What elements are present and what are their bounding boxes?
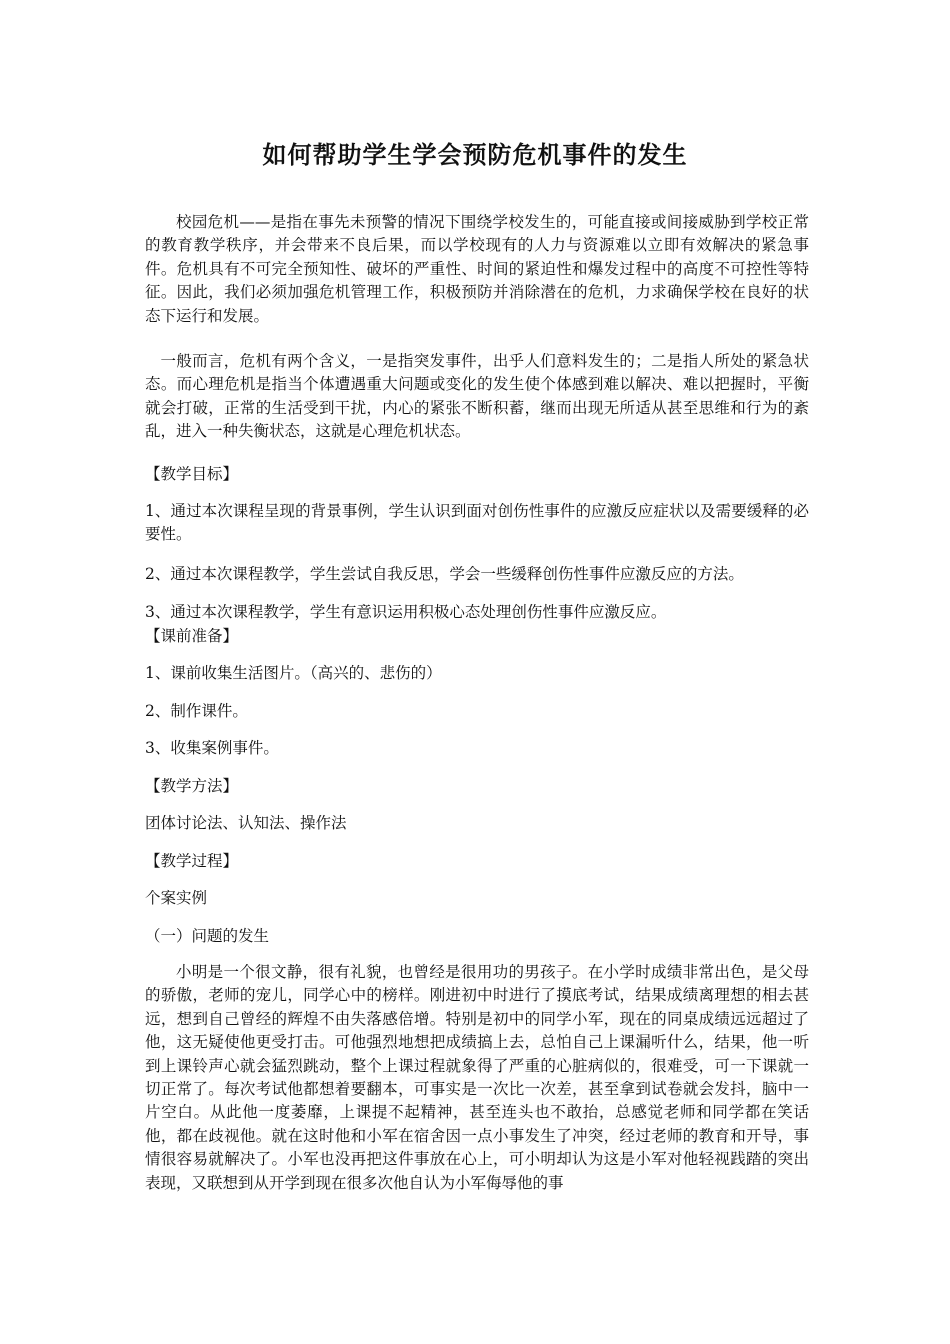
goals-heading: 【教学目标】 [145, 465, 239, 483]
goal-item-2: 2、通过本次课程教学，学生尝试自我反思，学会一些缓释创伤性事件应激反应的方法。 [145, 565, 744, 583]
methods-text: 团体讨论法、认知法、操作法 [145, 814, 347, 832]
preparation-heading: 【课前准备】 [145, 627, 239, 645]
preparation-item-2: 2、制作课件。 [145, 702, 248, 720]
definition-paragraph: 一般而言，危机有两个含义，一是指突发事件，出乎人们意料发生的；二是指人所处的紧急状态。而心理危机是指当个体遭遇重大问题或变化的发生使个体感到难以解决、难以把握时，平衡就会打破，正常的生活受到干扰，内心的紧张不断积蓄，继而出现无所适从甚至思维和行为的紊乱，进入一种失衡状态，这就是心理危机状态。 [145, 352, 809, 441]
process-heading: 【教学过程】 [145, 852, 239, 870]
document-title: 如何帮助学生学会预防危机事件的发生 [262, 140, 688, 169]
problem-subheading: （一）问题的发生 [145, 927, 270, 945]
preparation-item-1: 1、课前收集生活图片。（高兴的、悲伤的） [145, 664, 442, 682]
methods-heading: 【教学方法】 [145, 777, 239, 795]
goal-item-3: 3、通过本次课程教学，学生有意识运用积极心态处理创伤性事件应激反应。 [145, 603, 667, 621]
intro-paragraph: 校园危机——是指在事先未预警的情况下围绕学校发生的，可能直接或间接威胁到学校正常的教育教学秩序，并会带来不良后果，而以学校现有的人力与资源难以立即有效解决的紧急事件。危机具有不可完全预知性、破坏的严重性、时间的紧迫性和爆发过程中的高度不可控性等特征。因此，我们必须加强危机管理工作，积极预防并消除潜在的危机，力求确保学校在良好的状态下运行和发展。 [145, 213, 809, 325]
case-label: 个案实例 [145, 889, 208, 907]
goal-item-1: 1、通过本次课程呈现的背景事例，学生认识到面对创伤性事件的应激反应症状以及需要缓释的必要性。 [145, 502, 809, 544]
preparation-item-3: 3、收集案例事件。 [145, 739, 279, 757]
case-paragraph: 小明是一个很文静，很有礼貌，也曾经是很用功的男孩子。在小学时成绩非常出色，是父母的骄傲，老师的宠儿，同学心中的榜样。刚进初中时进行了摸底考试，结果成绩离理想的相去甚远，想到自己曾经的辉煌不由失落感倍增。特别是初中的同学小军，现在的同桌成绩远远超过了他，这无疑使他更受打击。可他强烈地想把成绩搞上去，总怕自己上课漏听什么，结果，他一听到上课铃声心就会猛烈跳动，整个上课过程就象得了严重的心脏病似的，很难受，可一下课就一切正常了。每次考试他都想着要翻本，可事实是一次比一次差，甚至拿到试卷就会发抖，脑中一片空白。从此他一度萎靡，上课提不起精神，甚至连头也不敢抬，总感觉老师和同学都在笑话他，都在歧视他。就在这时他和小军在宿舍因一点小事发生了冲突，经过老师的教育和开导，事情很容易就解决了。小军也没再把这件事放在心上，可小明却认为这是小军对他轻视践踏的突出表现，又联想到从开学到现在很多次他自认为小军侮辱他的事 [145, 963, 809, 1192]
